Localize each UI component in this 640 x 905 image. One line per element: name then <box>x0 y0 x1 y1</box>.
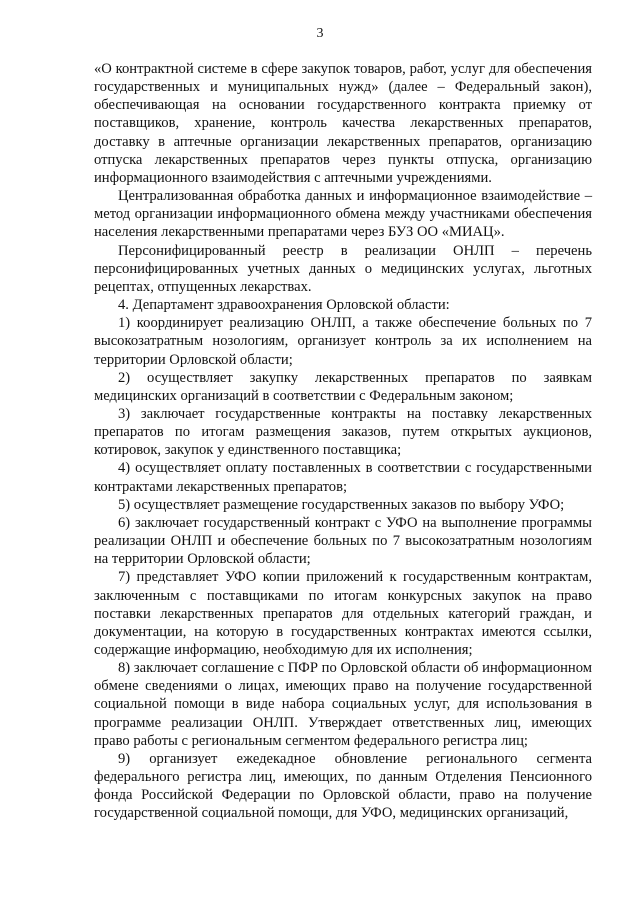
paragraph: «О контрактной системе в сфере закупок товаров, работ, услуг для обеспечения государственных и муниципальных нужд» (далее – Федеральный закон), обеспечивающая на основании государственного контракта приемку от поставщиков, хранение, контроль качества лекарственных препаратов, доставку в аптечные организации лекарственных препаратов, организацию отпуска лекарственных препаратов через пункты отпуска, организацию информационного взаимодействия с аптечными учреждениями. <box>94 61 592 186</box>
paragraph: Персонифицированный реестр в реализации ОНЛП – перечень персонифицированных учетных данных о медицинских услугах, льготных рецептах, отпущенных лекарствах. <box>94 242 592 295</box>
paragraph: 4) осуществляет оплату поставленных в соответствии с государственными контрактами лекарственных препаратов; <box>94 460 592 495</box>
paragraph: 4. Департамент здравоохранения Орловской области: <box>118 297 450 314</box>
paragraph: 5) осуществляет размещение государственных заказов по выбору УФО; <box>118 496 565 513</box>
paragraph: 2) осуществляет закупку лекарственных препаратов по заявкам медицинских организаций в соответствии с Федеральным законом; <box>94 369 592 404</box>
document-body <box>94 60 592 823</box>
paragraph: 3) заключает государственные контракты на поставку лекарственных препаратов по итогам размещения заказов, путем открытых аукционов, котировок, закупок у единственного поставщика; <box>94 405 592 459</box>
paragraph: 9) организует ежедекадное обновление регионального сегмента федерального регистра лиц, имеющих, по данным Отделения Пенсионного фонда Российской Федерации по Орловской области, право на получение государственной социальной помощи, для УФО, медицинских организаций, <box>94 750 592 822</box>
page-number: 3 <box>316 26 324 41</box>
paragraph: 7) представляет УФО копии приложений к государственным контрактам, заключенным с поставщиками по итогам конкурсных закупок на право поставки лекарственных препаратов для отдельных категорий граждан, и документации, на которую в государственных контрактах имеются ссылки, содержащие информацию, необходимую для их исполнения; <box>94 569 592 658</box>
paragraph: 8) заключает соглашение с ПФР по Орловской области об информационном обмене сведениями о лицах, имеющих право на получение государственной социальной помощи в виде набора социальных услуг, для использования в программе реализации ОНЛП. Утверждает ответственных лиц, имеющих право работы с региональным сегментом федерального регистра лиц; <box>94 660 592 749</box>
paragraph: Централизованная обработка данных и информационное взаимодействие – метод организации информационного обмена между участниками обеспечения населения лекарственными препаратами через БУЗ ОО «МИАЦ». <box>94 188 592 241</box>
paragraph: 1) координирует реализацию ОНЛП, а также обеспечение больных по 7 высокозатратным нозологиям, организует контроль за их исполнением на территории Орловской области; <box>94 315 592 368</box>
paragraph: 6) заключает государственный контракт с УФО на выполнение программы реализации ОНЛП и обеспечение больных по 7 высокозатратным нозологиям на территории Орловской области; <box>94 514 592 568</box>
